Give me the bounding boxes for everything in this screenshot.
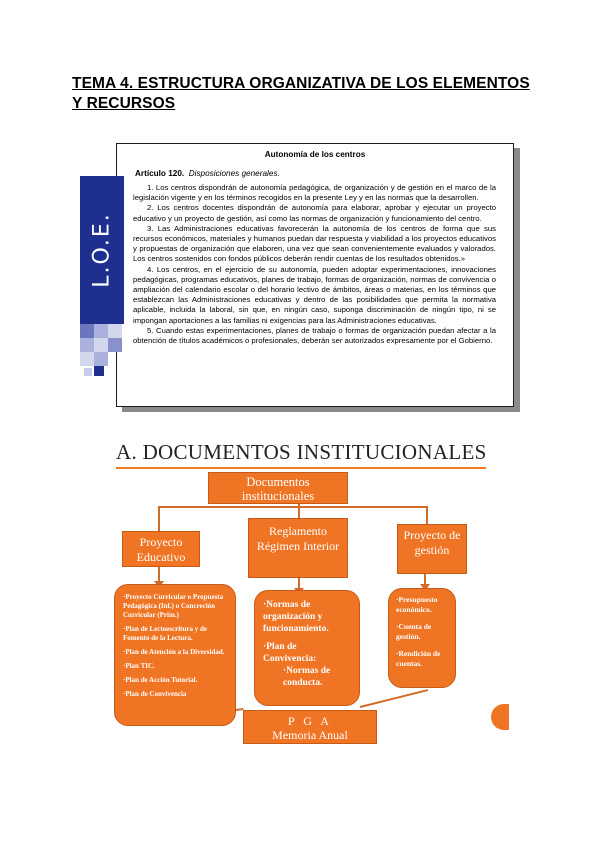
loe-paragraph: 4. Los centros, en el ejercicio de su autonomía, pueden adoptar experimentaciones, innovaciones pedagógicas, programas educativos, planes de trabajo, formas de organización, normas de convivencia o ampliación del calendario escolar o del horario lectivo de ámbitos, áreas o materias, en los términos que establezcan las Administraciones educativas y dentro de las posibilidades que permita la normativa aplicable, incluida la laboral, sin que, en ningún caso, suponga discriminación de ningún tipo, ni se impongan aportaciones a las familias ni exigencias para las Administraciones educativas. xyxy=(133,264,496,325)
root-label: Documentos institucionales xyxy=(241,475,315,503)
list-item: ·Plan de Acción Tutorial. xyxy=(123,676,198,684)
loe-title: Autonomía de los centros xyxy=(264,150,366,159)
list-item: ·Rendición de cuentas. xyxy=(396,649,441,668)
pga-box xyxy=(243,710,377,744)
proyecto-educativo-box xyxy=(122,531,200,567)
list-item: ·Plan TIC. xyxy=(123,662,155,670)
pga-label: P G A xyxy=(288,714,332,728)
root-box xyxy=(208,472,348,504)
memoria-label: Memoria Anual xyxy=(272,728,348,742)
decor-square xyxy=(84,368,92,376)
connector-line xyxy=(426,506,428,526)
proyecto-educativo-list xyxy=(114,584,236,726)
connector-line xyxy=(360,689,428,708)
decor-square xyxy=(94,324,108,338)
loe-article-heading xyxy=(135,169,280,178)
decor-square xyxy=(108,324,122,338)
loe-paragraph: 3. Las Administraciones educativas favorecerán la autonomía de los centros de forma que sus recursos económicos, materiales y humanos puedan dar respuesta y viabilidad a los proyectos educativos y propuestas de organización que elaboren, una vez que sean convenientemente evaluados y valorados. Los centros sostenidos con fondos públicos deberán rendir cuentas de los resultados obtenidos.» xyxy=(133,223,496,264)
rri-box xyxy=(248,518,348,578)
list-item: ·Normas de conducta. xyxy=(283,666,331,688)
loe-paragraph: 2. Los centros docentes dispondrán de autonomía para elaborar, aprobar y ejecutar un proyecto educativo y un proyecto de gestión, así como las normas de organización y funcionamiento del centro. xyxy=(133,203,496,223)
loe-paragraph: 5. Cuando estas experimentaciones, planes de trabajo o formas de organización puedan afectar a la obtención de títulos académicos o profesionales, deberán ser autorizados expresamente por el Gobierno. xyxy=(133,325,496,346)
list-item: ·Proyecto Curricular o Propuesta Pedagógica (Inf.) o Concreción Curricular (Prim.) xyxy=(123,593,224,619)
title-underline xyxy=(116,467,486,469)
loe-paragraph: 1. Los centros dispondrán de autonomía pedagógica, de organización y de gestión en el marco de la legislación vigente y en los términos recogidos en la presente Ley y en las normas que la desarrollen. xyxy=(133,183,496,203)
decor-square xyxy=(94,366,104,376)
proyecto-gestion-list xyxy=(388,588,456,688)
list-item: ·Plan de Lectoescritura y de Fomento de la Lectura. xyxy=(123,625,207,642)
proyecto-gestion-label: Proyecto de gestión xyxy=(403,528,461,557)
proyecto-educativo-label: Proyecto Educativo xyxy=(136,535,186,564)
list-item: ·Normas de organización y funcionamiento. xyxy=(263,600,329,634)
list-item: ·Plan de Atención a la Diversidad. xyxy=(123,648,225,656)
connector-line xyxy=(158,506,428,508)
rri-list xyxy=(254,590,360,706)
article-number: Artículo 120. xyxy=(135,169,185,178)
decor-square xyxy=(108,338,122,352)
list-item: ·Presupuesto económico. xyxy=(396,595,438,614)
loe-side-label: L.O.E. xyxy=(89,212,115,288)
decor-square xyxy=(80,352,94,366)
list-item: ·Cuenta de gestión. xyxy=(396,622,432,641)
decor-square xyxy=(94,338,108,352)
list-item: ·Plan de Convivencia xyxy=(123,690,187,698)
page-heading: TEMA 4. ESTRUCTURA ORGANIZATIVA DE LOS ELEMENTOS Y RECURSOS xyxy=(72,75,530,112)
connector-line xyxy=(158,506,160,532)
decor-square xyxy=(80,338,94,352)
section-title: A. DOCUMENTOS INSTITUCIONALES xyxy=(116,440,487,464)
loe-article-text xyxy=(133,183,496,346)
article-title: Disposiciones generales. xyxy=(188,169,280,178)
rri-label: Reglamento Régimen Interior xyxy=(256,524,340,553)
list-item: ·Plan de Convivencia: xyxy=(263,642,317,664)
proyecto-gestion-box xyxy=(397,524,467,574)
decor-square xyxy=(80,324,94,338)
decor-square xyxy=(94,352,108,366)
half-circle-marker xyxy=(491,704,509,730)
